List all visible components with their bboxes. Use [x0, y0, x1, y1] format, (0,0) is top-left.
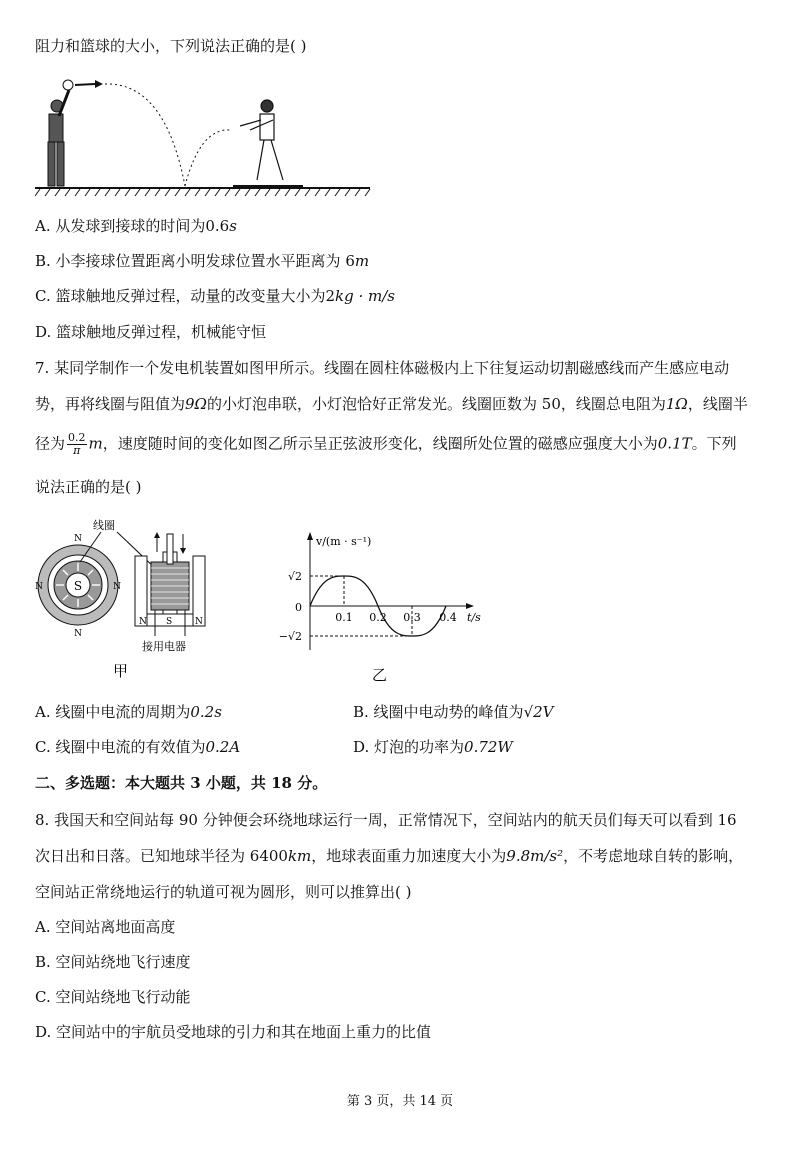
q8-option-c: C. 空间站绕地飞行动能 [35, 988, 191, 1006]
svg-text:接用电器: 接用电器 [142, 640, 186, 653]
svg-text:N: N [113, 582, 121, 592]
svg-text:S: S [73, 579, 83, 593]
q8-stem-line3: 空间站正常绕地运行的轨道可视为圆形，则可以推算出( ) [35, 883, 412, 901]
x-tick-0.3: 0.3 [403, 611, 421, 624]
receiver-figure [240, 100, 283, 180]
thrower-figure [48, 90, 69, 186]
q7-option-c: C. 线圈中电流的有效值为0.2A [35, 738, 241, 756]
q8-option-b: B. 空间站绕地飞行速度 [35, 953, 191, 971]
svg-text:S: S [166, 617, 173, 627]
x-tick-0.1: 0.1 [335, 611, 353, 624]
q6-basketball-figure [35, 68, 375, 198]
q6-option-a: A. 从发球到接球的时间为0.6s [35, 217, 237, 235]
q8-option-a: A. 空间站离地面高度 [35, 918, 176, 936]
q6-stem-tail: 阻力和篮球的大小，下列说法正确的是( ) [35, 37, 307, 55]
q7-stem-line2: 势，再将线圈与阻值为9Ω的小灯泡串联，小灯泡恰好正常发光。线圈匝数为 50，线圈总电阻为1Ω，线圈半 [35, 395, 748, 413]
x-tick-0.2: 0.2 [369, 611, 387, 624]
q7-figure-jia [35, 512, 225, 682]
svg-text:N: N [195, 617, 203, 627]
x-axis-label: t/s [467, 611, 481, 624]
svg-text:甲: 甲 [113, 662, 129, 680]
origin-label: 0 [295, 601, 302, 614]
q7-option-d: D. 灯泡的功率为0.72W [353, 738, 513, 756]
q7-figure-yi [260, 528, 500, 686]
q7-option-a: A. 线圈中电流的周期为0.2s [35, 703, 222, 721]
q6-option-d: D. 篮球触地反弹过程，机械能守恒 [35, 323, 267, 341]
q7-stem-line3: 径为 $\frac{0.2}{\pi}$ m，速度随时间的变化如图乙所示呈正弦波形变化，线圈所处位置的磁感应强度大小为0.1T。下列 [35, 431, 737, 457]
svg-text:线圈: 线圈 [93, 519, 115, 532]
svg-text:N: N [35, 582, 43, 592]
y-tick-pos: √2 [287, 570, 302, 583]
q8-stem-line1: 8. 我国天和空间站每 90 分钟便会环绕地球运行一周，正常情况下，空间站内的航天员们每天可以看到 16 [35, 811, 737, 829]
fraction: $\frac{0.2}{\pi}$ [68, 431, 86, 457]
section-heading: 二、多选题：本大题共 3 小题，共 18 分。 [35, 774, 328, 792]
page-footer: 第 3 页，共 14 页 [346, 1094, 454, 1109]
q6-option-b: B. 小李接球位置距离小明发球位置水平距离为 6m [35, 252, 370, 270]
svg-text:N: N [139, 617, 147, 627]
y-tick-neg: −√2 [278, 630, 302, 643]
basketball-icon [63, 80, 73, 90]
q7-option-b: B. 线圈中电动势的峰值为√2V [353, 703, 554, 721]
q7-stem-line1: 7. 某同学制作一个发电机装置如图甲所示。线圈在圆柱体磁极内上下往复运动切割磁感线而产生感应电动 [35, 359, 730, 377]
y-axis-label: v/(m · s⁻¹) [316, 535, 372, 548]
q8-option-d: D. 空间站中的宇航员受地球的引力和其在地面上重力的比值 [35, 1023, 432, 1041]
x-tick-0.4: 0.4 [439, 611, 457, 624]
q8-stem-line2: 次日出和日落。已知地球半径为 6400km，地球表面重力加速度大小为9.8m/s²，不考虑地球自转的影响， [35, 847, 744, 865]
svg-text:N: N [74, 629, 82, 639]
q6-option-c: C. 篮球触地反弹过程，动量的改变量大小为2kg · m/s [35, 287, 396, 305]
q7-stem-line4: 说法正确的是( ) [35, 478, 142, 496]
figure-caption: 乙 [372, 666, 388, 684]
svg-text:N: N [74, 534, 82, 544]
